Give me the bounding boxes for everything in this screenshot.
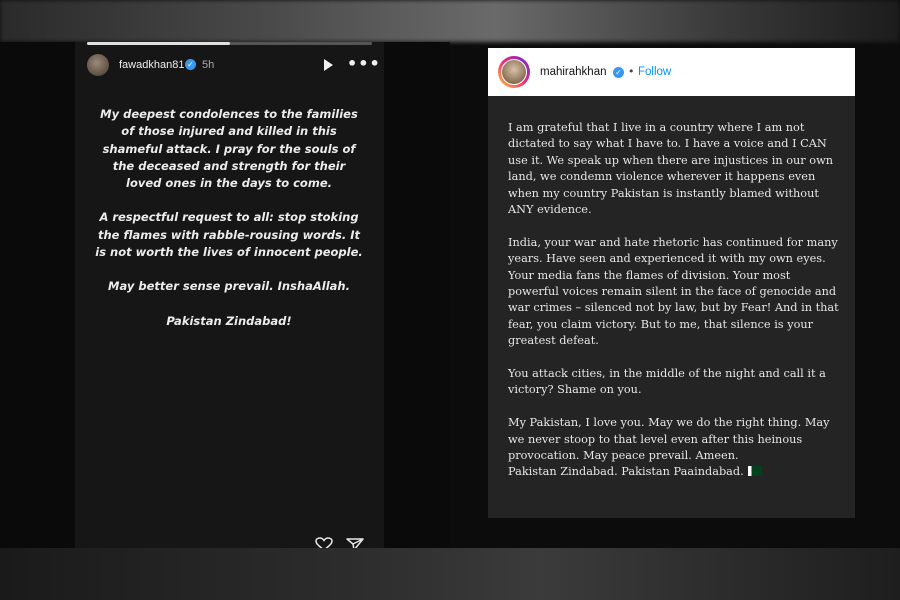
background-blur-top [0,0,900,42]
heart-icon[interactable] [315,537,333,548]
post-paragraph: You attack cities, in the middle of the night and call it a victory? Shame on you. [508,367,826,397]
verified-icon: ✓ [613,67,624,78]
story-paragraph: A respectful request to all: stop stoking the flames with rabble-rousing words. It is not worth the lives of innocent people. [95,210,363,260]
story-timestamp: 5h [202,59,215,71]
play-icon[interactable] [321,58,335,72]
separator-dot: • [628,65,635,78]
post-paragraph: I am grateful that I live in a country where I am not dictated to say what I have to. I have a voice and I CAN use it. We speak up when there are injustices in our own land, we condemn violence wherever it happens even when my country Pakistan is instantly blamed without ANY evidence. [508,121,834,217]
post-panel [488,48,855,518]
post-paragraph: My Pakistan, I love you. May we do the right thing. May we never stoop to that level even after this heinous provocation. May peace prevail. Ameen. [508,416,830,463]
background-blur-bottom [0,548,900,600]
story-text [95,106,363,347]
post-paragraph: India, your war and hate rhetoric has continued for many years. Have seen and experienced it with my own eyes. Your media fans the flames of division. Your most powerful voices remain silent in the face of genocide and war crimes – silenced not by law, but by Fear! And in that fear, you claim victory. But to me, that silence is your greatest defeat. [508,235,839,348]
pakistan-flag-icon [748,466,762,476]
post-header [488,48,855,96]
follow-button[interactable]: Follow [638,66,672,78]
story-panel [75,42,384,548]
send-icon[interactable] [346,537,364,548]
avatar[interactable] [501,59,527,85]
verified-icon: ✓ [185,59,196,70]
post-closing [508,464,842,480]
story-paragraph: Pakistan Zindabad! [166,313,292,328]
avatar[interactable] [87,54,109,76]
story-paragraph: May better sense prevail. InshaAllah. [108,279,350,294]
background-left [0,42,75,548]
post-closing-text: Pakistan Zindabad. Pakistan Paaindabad. [508,465,744,479]
story-username[interactable]: fawadkhan81 [119,59,185,71]
post-username[interactable]: mahirahkhan [540,66,607,78]
story-progress-bar [87,42,372,45]
story-paragraph: My deepest condolences to the families of those injured and killed in this shameful attack. I pray for the souls of the deceased and strength for their loved ones in the days to come. [100,107,358,191]
background-divider [384,42,450,548]
post-caption [508,120,842,481]
story-progress-fill [87,42,230,45]
more-options-icon[interactable]: ••• [347,54,381,73]
